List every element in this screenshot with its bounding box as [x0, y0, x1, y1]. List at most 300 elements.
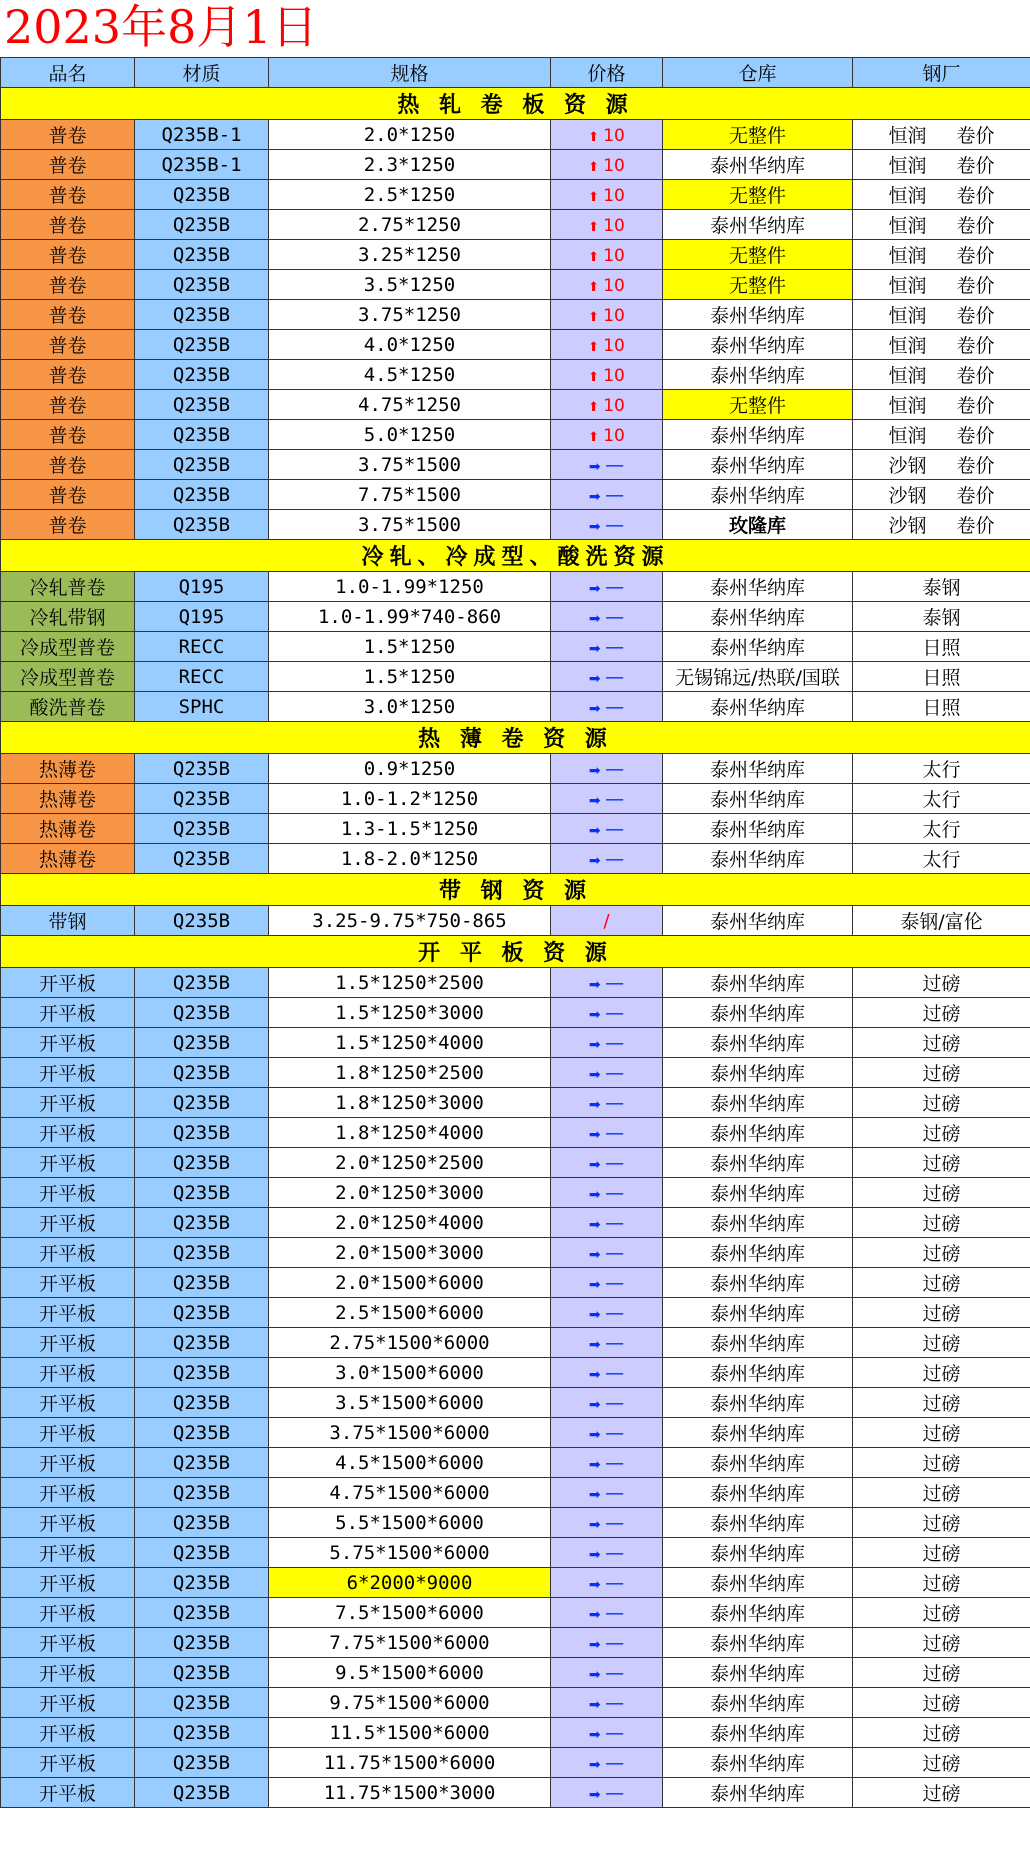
- table-row: [1, 1268, 1030, 1298]
- table-row: [1, 998, 1030, 1028]
- mill-cell: [853, 180, 1030, 210]
- mill-cell: [853, 602, 1030, 632]
- mill-cell: [853, 120, 1030, 150]
- table-row: [1, 120, 1030, 150]
- product-name-cell: 开平板: [1, 1748, 135, 1778]
- price-change-value: —: [605, 817, 625, 840]
- price-cell: [551, 1358, 663, 1388]
- mill-note: 卷价: [956, 455, 995, 477]
- warehouse-cell: 无整件: [663, 240, 853, 270]
- product-name-cell: 热薄卷: [1, 844, 135, 874]
- warehouse-cell: 泰州华纳库: [663, 1748, 853, 1778]
- table-row: [1, 420, 1030, 450]
- right-arrow-icon: ➡: [588, 1456, 606, 1473]
- product-name-cell: 普卷: [1, 510, 135, 540]
- material-cell: Q235B: [135, 450, 269, 480]
- spec-cell: 2.0*1250*3000: [269, 1178, 551, 1208]
- price-change-value: —: [605, 1691, 625, 1714]
- table-row: [1, 450, 1030, 480]
- up-arrow-icon: ⬆: [588, 189, 604, 205]
- spec-cell: 1.0-1.99*1250: [269, 572, 551, 602]
- header-material: 材质: [135, 58, 269, 88]
- product-name-cell: 普卷: [1, 390, 135, 420]
- product-name-cell: 热薄卷: [1, 814, 135, 844]
- mill-cell: [853, 1568, 1030, 1598]
- mill-name: 过磅: [922, 1183, 961, 1205]
- mill-cell: [853, 1388, 1030, 1418]
- right-arrow-icon: ➡: [588, 762, 606, 779]
- mill-cell: [853, 1598, 1030, 1628]
- spec-cell: 2.75*1500*6000: [269, 1328, 551, 1358]
- material-cell: Q235B: [135, 390, 269, 420]
- mill-name: 过磅: [922, 1333, 961, 1355]
- product-name-cell: 开平板: [1, 968, 135, 998]
- table-row: [1, 784, 1030, 814]
- product-name-cell: 开平板: [1, 1388, 135, 1418]
- right-arrow-icon: ➡: [588, 458, 606, 475]
- mill-cell: [853, 390, 1030, 420]
- spec-cell: 4.5*1500*6000: [269, 1448, 551, 1478]
- material-cell: Q235B: [135, 1658, 269, 1688]
- price-change-value: —: [605, 971, 625, 994]
- mill-name: 恒润: [888, 125, 927, 147]
- warehouse-cell: 泰州华纳库: [663, 420, 853, 450]
- mill-cell: [853, 1238, 1030, 1268]
- mill-note: 卷价: [956, 185, 995, 207]
- table-row: [1, 1478, 1030, 1508]
- price-change-value: —: [605, 1721, 625, 1744]
- mill-cell: [853, 420, 1030, 450]
- spec-cell: 1.3-1.5*1250: [269, 814, 551, 844]
- mill-name: 过磅: [922, 973, 961, 995]
- material-cell: RECC: [135, 632, 269, 662]
- spec-cell: 1.8*1250*2500: [269, 1058, 551, 1088]
- right-arrow-icon: ➡: [588, 1516, 606, 1533]
- mill-note: 卷价: [956, 305, 995, 327]
- price-cell: [551, 1208, 663, 1238]
- table-row: [1, 1238, 1030, 1268]
- spec-cell: 1.5*1250*3000: [269, 998, 551, 1028]
- table-row: [1, 844, 1030, 874]
- material-cell: Q235B: [135, 1418, 269, 1448]
- table-row: [1, 1358, 1030, 1388]
- product-name-cell: 开平板: [1, 1508, 135, 1538]
- mill-cell: [853, 1298, 1030, 1328]
- material-cell: Q235B: [135, 1028, 269, 1058]
- price-change-value: —: [605, 1361, 625, 1384]
- table-row: [1, 1538, 1030, 1568]
- up-arrow-icon: ⬆: [588, 159, 604, 175]
- price-change-value: —: [605, 695, 625, 718]
- warehouse-cell: 泰州华纳库: [663, 602, 853, 632]
- mill-name: 过磅: [922, 1573, 961, 1595]
- price-change-value: —: [605, 1091, 625, 1114]
- table-row: [1, 1628, 1030, 1658]
- spec-cell: 3.75*1250: [269, 300, 551, 330]
- up-arrow-icon: ⬆: [588, 309, 604, 325]
- mill-cell: [853, 844, 1030, 874]
- spec-cell: 1.0-1.99*740-860: [269, 602, 551, 632]
- warehouse-cell: 泰州华纳库: [663, 1118, 853, 1148]
- material-cell: Q235B: [135, 1478, 269, 1508]
- table-row: [1, 1448, 1030, 1478]
- price-cell: [551, 998, 663, 1028]
- mill-name: 恒润: [888, 395, 927, 417]
- mill-name: 过磅: [922, 1393, 961, 1415]
- header-spec: 规格: [269, 58, 551, 88]
- mill-cell: [853, 814, 1030, 844]
- material-cell: SPHC: [135, 692, 269, 722]
- warehouse-cell: 无整件: [663, 120, 853, 150]
- product-name-cell: 开平板: [1, 1538, 135, 1568]
- right-arrow-icon: ➡: [588, 1576, 606, 1593]
- spec-cell: 2.5*1250: [269, 180, 551, 210]
- mill-name: 过磅: [922, 1363, 961, 1385]
- spec-cell: 3.75*1500: [269, 450, 551, 480]
- price-change-value: —: [605, 757, 625, 780]
- product-name-cell: 普卷: [1, 330, 135, 360]
- price-change-value: —: [605, 1211, 625, 1234]
- mill-cell: [853, 1448, 1030, 1478]
- price-change-value: —: [605, 575, 625, 598]
- price-cell: [551, 754, 663, 784]
- material-cell: Q235B: [135, 180, 269, 210]
- mill-name: 恒润: [888, 185, 927, 207]
- right-arrow-icon: ➡: [588, 1756, 606, 1773]
- price-change-value: /: [603, 910, 610, 932]
- right-arrow-icon: ➡: [588, 852, 606, 869]
- mill-name: 太行: [922, 759, 961, 781]
- table-row: [1, 814, 1030, 844]
- material-cell: Q235B: [135, 210, 269, 240]
- table-row: [1, 1748, 1030, 1778]
- price-cell: [551, 602, 663, 632]
- warehouse-cell: 泰州华纳库: [663, 844, 853, 874]
- price-cell: [551, 120, 663, 150]
- price-change-value: —: [605, 1541, 625, 1564]
- table-row: [1, 1778, 1030, 1808]
- mill-note: 卷价: [956, 155, 995, 177]
- table-row: [1, 754, 1030, 784]
- material-cell: Q235B: [135, 844, 269, 874]
- mill-note: 卷价: [956, 215, 995, 237]
- material-cell: Q235B: [135, 1238, 269, 1268]
- material-cell: Q235B: [135, 1778, 269, 1808]
- mill-name: 过磅: [922, 1063, 961, 1085]
- price-cell: [551, 844, 663, 874]
- price-cell: [551, 1148, 663, 1178]
- mill-cell: [853, 754, 1030, 784]
- section-header-row: [1, 722, 1030, 754]
- spec-cell: 3.5*1250: [269, 270, 551, 300]
- warehouse-cell: 泰州华纳库: [663, 784, 853, 814]
- material-cell: Q235B: [135, 1388, 269, 1418]
- mill-name: 过磅: [922, 1423, 961, 1445]
- product-name-cell: 热薄卷: [1, 784, 135, 814]
- mill-cell: [853, 510, 1030, 540]
- spec-cell: 2.0*1250*4000: [269, 1208, 551, 1238]
- material-cell: Q235B: [135, 906, 269, 936]
- right-arrow-icon: ➡: [588, 1786, 606, 1803]
- spec-cell: 4.5*1250: [269, 360, 551, 390]
- price-cell: [551, 1388, 663, 1418]
- warehouse-cell: 泰州华纳库: [663, 814, 853, 844]
- table-row: [1, 390, 1030, 420]
- right-arrow-icon: ➡: [588, 580, 606, 597]
- material-cell: Q235B: [135, 1088, 269, 1118]
- material-cell: Q235B: [135, 1358, 269, 1388]
- right-arrow-icon: ➡: [588, 610, 606, 627]
- mill-name: 泰钢: [922, 577, 961, 599]
- mill-name: 过磅: [922, 1243, 961, 1265]
- material-cell: Q235B: [135, 1538, 269, 1568]
- table-row: [1, 1088, 1030, 1118]
- price-change-value: —: [605, 1661, 625, 1684]
- spec-cell: 11.75*1500*3000: [269, 1778, 551, 1808]
- price-change-value: 10: [603, 215, 625, 236]
- table-row: [1, 968, 1030, 998]
- price-change-value: 10: [603, 395, 625, 416]
- material-cell: Q235B: [135, 240, 269, 270]
- spec-cell: 11.5*1500*6000: [269, 1718, 551, 1748]
- spec-cell: 1.5*1250: [269, 662, 551, 692]
- mill-name: 过磅: [922, 1543, 961, 1565]
- material-cell: Q235B: [135, 1328, 269, 1358]
- mill-name: 过磅: [922, 1153, 961, 1175]
- header-price: 价格: [551, 58, 663, 88]
- table-row: [1, 1208, 1030, 1238]
- right-arrow-icon: ➡: [588, 1006, 606, 1023]
- table-row: [1, 662, 1030, 692]
- price-change-value: —: [605, 1001, 625, 1024]
- price-cell: [551, 330, 663, 360]
- spec-cell: 2.0*1250*2500: [269, 1148, 551, 1178]
- up-arrow-icon: ⬆: [588, 339, 604, 355]
- mill-name: 过磅: [922, 1003, 961, 1025]
- material-cell: Q235B: [135, 784, 269, 814]
- warehouse-cell: 泰州华纳库: [663, 330, 853, 360]
- mill-name: 过磅: [922, 1723, 961, 1745]
- table-row: [1, 1028, 1030, 1058]
- price-cell: [551, 1658, 663, 1688]
- spec-cell: 1.5*1250: [269, 632, 551, 662]
- table-row: [1, 692, 1030, 722]
- warehouse-cell: 泰州华纳库: [663, 572, 853, 602]
- mill-cell: [853, 998, 1030, 1028]
- material-cell: Q235B: [135, 270, 269, 300]
- price-change-value: 10: [603, 335, 625, 356]
- material-cell: Q235B: [135, 1718, 269, 1748]
- table-row: [1, 1058, 1030, 1088]
- header-warehouse: 仓库: [663, 58, 853, 88]
- section-header-row: [1, 540, 1030, 572]
- mill-note: 卷价: [956, 395, 995, 417]
- material-cell: Q235B: [135, 1148, 269, 1178]
- price-change-value: —: [605, 453, 625, 476]
- price-change-value: —: [605, 1481, 625, 1504]
- price-change-value: —: [605, 1421, 625, 1444]
- mill-cell: [853, 1508, 1030, 1538]
- right-arrow-icon: ➡: [588, 1366, 606, 1383]
- spec-cell: 5.5*1500*6000: [269, 1508, 551, 1538]
- price-cell: [551, 510, 663, 540]
- mill-cell: [853, 330, 1030, 360]
- product-name-cell: 普卷: [1, 150, 135, 180]
- warehouse-cell: 泰州华纳库: [663, 968, 853, 998]
- mill-cell: [853, 360, 1030, 390]
- product-name-cell: 开平板: [1, 1298, 135, 1328]
- price-cell: [551, 1508, 663, 1538]
- mill-cell: [853, 1688, 1030, 1718]
- warehouse-cell: 泰州华纳库: [663, 906, 853, 936]
- warehouse-cell: 泰州华纳库: [663, 1778, 853, 1808]
- material-cell: Q235B-1: [135, 150, 269, 180]
- right-arrow-icon: ➡: [588, 700, 606, 717]
- up-arrow-icon: ⬆: [588, 129, 604, 145]
- warehouse-cell: 泰州华纳库: [663, 1268, 853, 1298]
- price-change-value: 10: [603, 305, 625, 326]
- page-title: 2023年8月1日: [4, 0, 318, 54]
- warehouse-cell: 泰州华纳库: [663, 360, 853, 390]
- mill-cell: [853, 1778, 1030, 1808]
- price-cell: [551, 1748, 663, 1778]
- mill-cell: [853, 1658, 1030, 1688]
- warehouse-cell: 泰州华纳库: [663, 1508, 853, 1538]
- mill-cell: [853, 480, 1030, 510]
- mill-cell: [853, 1268, 1030, 1298]
- right-arrow-icon: ➡: [588, 1156, 606, 1173]
- table-row: [1, 1178, 1030, 1208]
- table-row: [1, 300, 1030, 330]
- mill-name: 太行: [922, 819, 961, 841]
- spec-cell: 0.9*1250: [269, 754, 551, 784]
- warehouse-cell: 泰州华纳库: [663, 998, 853, 1028]
- price-change-value: —: [605, 1061, 625, 1084]
- table-row: [1, 1718, 1030, 1748]
- product-name-cell: 热薄卷: [1, 754, 135, 784]
- warehouse-cell: 泰州华纳库: [663, 1598, 853, 1628]
- right-arrow-icon: ➡: [588, 1036, 606, 1053]
- right-arrow-icon: ➡: [588, 1246, 606, 1263]
- mill-name: 恒润: [888, 245, 927, 267]
- spec-cell: 9.5*1500*6000: [269, 1658, 551, 1688]
- price-change-value: —: [605, 1331, 625, 1354]
- price-change-value: —: [605, 635, 625, 658]
- price-change-value: —: [605, 605, 625, 628]
- spec-cell: 3.5*1500*6000: [269, 1388, 551, 1418]
- table-row: [1, 360, 1030, 390]
- mill-cell: [853, 270, 1030, 300]
- price-cell: [551, 1478, 663, 1508]
- up-arrow-icon: ⬆: [588, 369, 604, 385]
- right-arrow-icon: ➡: [588, 792, 606, 809]
- right-arrow-icon: ➡: [588, 822, 606, 839]
- price-change-value: 10: [603, 275, 625, 296]
- product-name-cell: 开平板: [1, 1358, 135, 1388]
- up-arrow-icon: ⬆: [588, 279, 604, 295]
- warehouse-cell: 泰州华纳库: [663, 1178, 853, 1208]
- warehouse-cell: 泰州华纳库: [663, 450, 853, 480]
- price-cell: [551, 906, 663, 936]
- section-title: 带 钢 资 源: [1, 874, 1030, 906]
- product-name-cell: 普卷: [1, 180, 135, 210]
- right-arrow-icon: ➡: [588, 640, 606, 657]
- table-row: [1, 1658, 1030, 1688]
- right-arrow-icon: ➡: [588, 518, 606, 535]
- spec-cell: 3.75*1500*6000: [269, 1418, 551, 1448]
- price-cell: [551, 968, 663, 998]
- mill-name: 泰钢/富伦: [900, 911, 983, 933]
- product-name-cell: 开平板: [1, 1058, 135, 1088]
- material-cell: Q235B: [135, 300, 269, 330]
- spec-cell: 4.0*1250: [269, 330, 551, 360]
- price-cell: [551, 480, 663, 510]
- price-change-value: —: [605, 1121, 625, 1144]
- spec-cell: 4.75*1500*6000: [269, 1478, 551, 1508]
- product-name-cell: 普卷: [1, 210, 135, 240]
- mill-name: 日照: [922, 667, 961, 689]
- mill-name: 恒润: [888, 305, 927, 327]
- mill-name: 过磅: [922, 1483, 961, 1505]
- price-cell: [551, 1088, 663, 1118]
- mill-name: 过磅: [922, 1093, 961, 1115]
- mill-cell: [853, 210, 1030, 240]
- spec-cell: 1.0-1.2*1250: [269, 784, 551, 814]
- right-arrow-icon: ➡: [588, 1636, 606, 1653]
- warehouse-cell: 泰州华纳库: [663, 1208, 853, 1238]
- up-arrow-icon: ⬆: [588, 429, 604, 445]
- table-row: [1, 1688, 1030, 1718]
- product-name-cell: 开平板: [1, 1418, 135, 1448]
- mill-name: 过磅: [922, 1603, 961, 1625]
- warehouse-cell: 泰州华纳库: [663, 210, 853, 240]
- material-cell: Q195: [135, 602, 269, 632]
- material-cell: Q235B: [135, 360, 269, 390]
- warehouse-cell: 泰州华纳库: [663, 1328, 853, 1358]
- price-cell: [551, 390, 663, 420]
- mill-cell: [853, 906, 1030, 936]
- mill-name: 沙钢: [888, 515, 927, 537]
- product-name-cell: 普卷: [1, 420, 135, 450]
- material-cell: Q195: [135, 572, 269, 602]
- spec-cell: 11.75*1500*6000: [269, 1748, 551, 1778]
- table-row: [1, 1148, 1030, 1178]
- price-change-value: —: [605, 787, 625, 810]
- material-cell: Q235B: [135, 968, 269, 998]
- right-arrow-icon: ➡: [588, 670, 606, 687]
- table-row: [1, 270, 1030, 300]
- price-cell: [551, 450, 663, 480]
- spec-cell: 1.5*1250*2500: [269, 968, 551, 998]
- mill-name: 过磅: [922, 1663, 961, 1685]
- material-cell: Q235B: [135, 1208, 269, 1238]
- table-row: [1, 1418, 1030, 1448]
- material-cell: Q235B: [135, 1118, 269, 1148]
- price-cell: [551, 572, 663, 602]
- warehouse-cell: 无整件: [663, 390, 853, 420]
- price-cell: [551, 1568, 663, 1598]
- spec-cell: 1.5*1250*4000: [269, 1028, 551, 1058]
- right-arrow-icon: ➡: [588, 1606, 606, 1623]
- spec-cell: 3.0*1250: [269, 692, 551, 722]
- mill-cell: [853, 1058, 1030, 1088]
- section-header-row: [1, 88, 1030, 120]
- product-name-cell: 冷轧普卷: [1, 572, 135, 602]
- price-table: [0, 57, 1030, 1808]
- product-name-cell: 开平板: [1, 1568, 135, 1598]
- price-cell: [551, 1538, 663, 1568]
- product-name-cell: 普卷: [1, 120, 135, 150]
